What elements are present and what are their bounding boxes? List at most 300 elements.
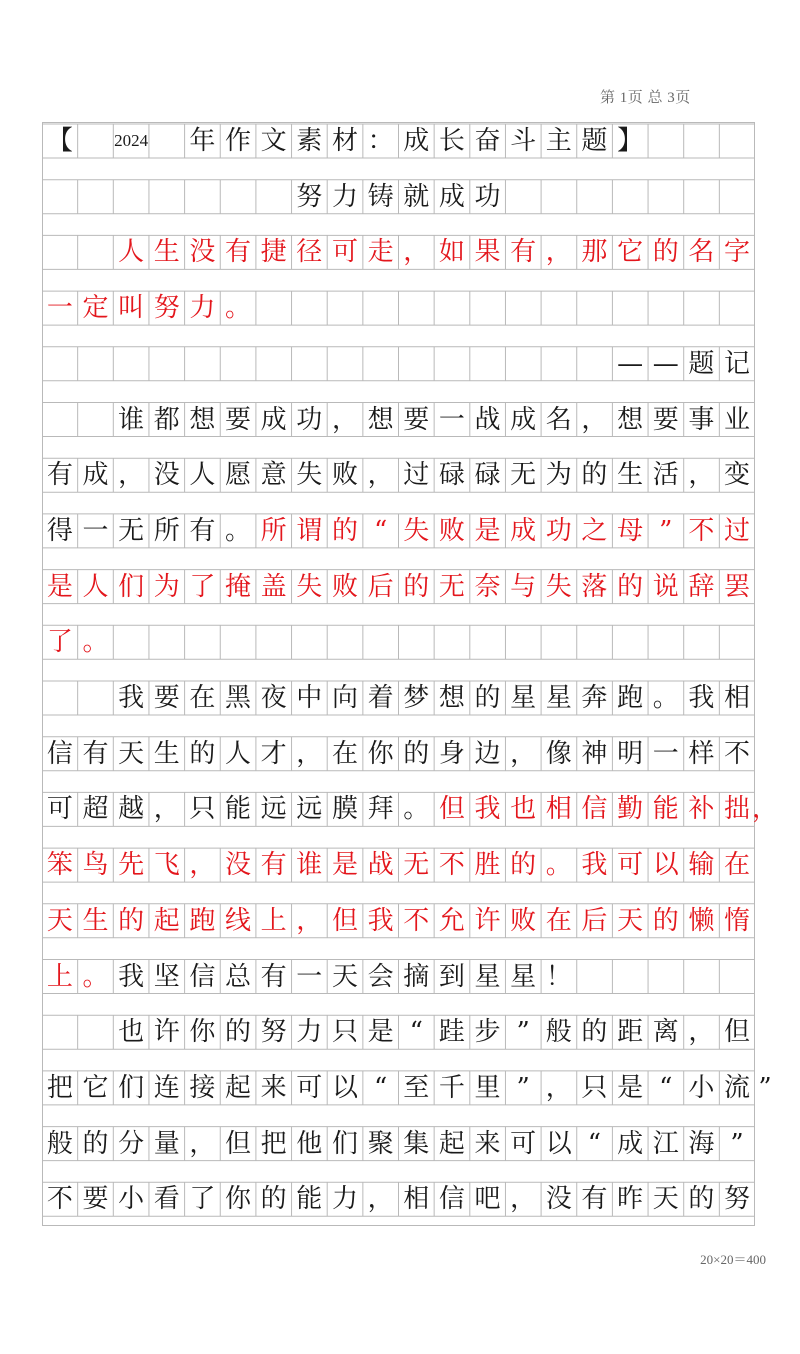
- grid-cell: 是: [331, 850, 358, 881]
- grid-cell: 但: [723, 1017, 750, 1048]
- grid-cell: ，: [688, 460, 715, 491]
- grid-cell: 】: [617, 126, 644, 156]
- grid-cell: 人: [82, 571, 109, 602]
- grid-cell: 身: [438, 738, 465, 769]
- grid-cell: [363, 347, 399, 381]
- grid-cell: 不: [46, 1184, 73, 1215]
- grid-cell: 。: [82, 961, 109, 992]
- grid-cell: 海: [688, 1128, 715, 1159]
- grid-cell: 努: [260, 1017, 287, 1048]
- grid-cell: 跑: [617, 683, 644, 713]
- grid-cell: [78, 180, 114, 214]
- grid-cell: 的: [82, 1128, 109, 1159]
- essay-line: [42, 904, 755, 938]
- grid-cell: 总: [225, 961, 252, 992]
- grid-cell: 把: [46, 1072, 73, 1103]
- grid-cell: 补: [688, 794, 715, 825]
- grid-cell: 成: [617, 1128, 644, 1159]
- grid-cell: [220, 625, 256, 659]
- grid-cell: [648, 625, 684, 659]
- grid-cell: 生: [82, 905, 109, 936]
- grid-cell: [113, 180, 149, 214]
- grid-cell: 有: [510, 237, 537, 268]
- grid-cell: 失: [296, 460, 323, 491]
- essay-line: [42, 625, 755, 659]
- grid-cell: 是: [367, 1017, 394, 1048]
- grid-cell: 功: [474, 181, 501, 212]
- grid-cell: 昨: [617, 1184, 644, 1215]
- grid-cell: ，: [688, 1017, 715, 1048]
- essay-line: [42, 1015, 755, 1049]
- grid-cell: 所: [153, 515, 180, 546]
- grid-cell: 是: [46, 571, 73, 602]
- grid-cell: 功: [545, 515, 572, 546]
- grid-cell: [291, 625, 327, 659]
- grid-cell: 题: [581, 126, 608, 156]
- grid-cell: 能: [296, 1184, 323, 1215]
- grid-cell: 星: [545, 683, 572, 713]
- grid-cell: ”: [516, 1017, 530, 1048]
- grid-lines: [42, 122, 755, 1226]
- grid-cell: 的: [403, 571, 430, 602]
- grid-cell: 才: [260, 738, 287, 769]
- grid-cell: 的: [688, 1184, 715, 1215]
- grid-cell: 的: [474, 683, 501, 713]
- grid-cell: —: [652, 348, 679, 379]
- grid-cell: [470, 625, 506, 659]
- grid-cell: 一: [296, 961, 323, 992]
- essay-line: [42, 681, 755, 715]
- grid-cell: 败: [331, 460, 358, 491]
- grid-cell: 惰: [723, 905, 750, 936]
- grid-cell: [719, 180, 755, 214]
- grid-cell: 集: [403, 1128, 430, 1159]
- grid-cell: 力: [189, 293, 216, 324]
- grid-cell: 的: [403, 738, 430, 769]
- grid-cell: 作: [225, 126, 252, 156]
- grid-cell: [434, 291, 470, 325]
- grid-cell: [541, 291, 577, 325]
- grid-cell: 天: [118, 738, 145, 769]
- grid-cell: ，: [189, 1128, 216, 1159]
- grid-cell: [505, 347, 541, 381]
- grid-cell: 远: [296, 794, 323, 825]
- grid-cell: [684, 124, 720, 158]
- grid-cell: 成: [260, 404, 287, 435]
- grid-cell: [78, 124, 114, 158]
- grid-cell: 坚: [153, 961, 180, 992]
- essay-line: [42, 180, 755, 214]
- grid-cell: 天: [652, 1184, 679, 1215]
- grid-cell: 捷: [260, 237, 287, 268]
- grid-cell: 般: [545, 1017, 572, 1048]
- grid-cell: 有: [581, 1184, 608, 1215]
- grid-cell: 但: [331, 905, 358, 936]
- grid-cell: 没: [225, 850, 252, 881]
- grid-cell: [256, 291, 292, 325]
- grid-cell: 摘: [403, 961, 430, 992]
- grid-cell: 许: [153, 1017, 180, 1048]
- grid-cell: [648, 960, 684, 994]
- grid-cell: 中: [296, 683, 323, 713]
- grid-cell: [577, 291, 613, 325]
- grid-cell: 超: [82, 794, 109, 825]
- grid-cell: 愿: [225, 460, 252, 491]
- grid-cell: 人: [225, 738, 252, 769]
- grid-cell: 离: [652, 1017, 679, 1048]
- grid-cell: 的: [581, 460, 608, 491]
- grid-cell: ，: [581, 404, 608, 435]
- grid-cell: [398, 291, 434, 325]
- grid-cell: 在: [331, 738, 358, 769]
- grid-cell: 有: [189, 515, 216, 546]
- grid-cell: “: [373, 1072, 388, 1103]
- grid-cell: 会: [367, 961, 394, 992]
- grid-cell: [719, 291, 755, 325]
- grid-cell: “: [587, 1128, 602, 1159]
- grid-cell: 了: [189, 1184, 216, 1215]
- grid-cell: 星: [474, 961, 501, 992]
- grid-cell: 越: [118, 794, 145, 825]
- grid-cell: 果: [474, 237, 501, 268]
- grid-cell: [505, 291, 541, 325]
- grid-cell: 。: [403, 794, 430, 825]
- grid-cell: [78, 347, 114, 381]
- grid-cell: [363, 291, 399, 325]
- grid-cell: 叫: [118, 293, 145, 324]
- grid-cell: 了: [189, 571, 216, 602]
- grid-cell: 掩: [225, 571, 252, 602]
- grid-cell: 。: [652, 683, 679, 713]
- grid-cell: 过: [403, 460, 430, 491]
- grid-cell: 成: [82, 460, 109, 491]
- essay-line: [42, 403, 755, 437]
- grid-cell: 跬: [438, 1017, 465, 1048]
- grid-cell: 他: [296, 1128, 323, 1159]
- grid-cell: [327, 347, 363, 381]
- grid-cell: ，: [118, 460, 145, 491]
- grid-size-label: 20×20＝400: [700, 1252, 766, 1267]
- grid-cell: 没: [153, 460, 180, 491]
- grid-cell: 黑: [225, 683, 252, 713]
- grid-cell: 只: [189, 794, 216, 825]
- grid-cell: ，: [545, 237, 572, 268]
- grid-cell: 事: [688, 404, 715, 435]
- grid-cell: 得: [46, 515, 73, 546]
- grid-cell: 里: [474, 1072, 501, 1103]
- grid-cell: 要: [225, 404, 252, 435]
- grid-cell: 人: [189, 460, 216, 491]
- grid-cell: 小: [118, 1184, 145, 1215]
- grid-cell: [291, 347, 327, 381]
- grid-cell: 在: [545, 905, 572, 936]
- grid-cell: 名: [545, 404, 572, 435]
- grid-cell: 能: [225, 794, 252, 825]
- grid-cell: [291, 291, 327, 325]
- grid-cell: [256, 625, 292, 659]
- grid-cell: 努: [723, 1184, 750, 1215]
- grid-cell: 星: [510, 961, 537, 992]
- grid-cell: 成: [438, 181, 465, 212]
- grid-cell: 上: [46, 961, 73, 992]
- grid-cell: 流: [723, 1072, 750, 1103]
- grid-cell: [185, 180, 221, 214]
- grid-cell: 人: [118, 237, 145, 268]
- grid-cell: 一: [438, 404, 465, 435]
- grid-cell: 失: [296, 571, 323, 602]
- grid-cell: 败: [510, 905, 537, 936]
- grid-cell: 战: [474, 404, 501, 435]
- grid-cell: 不: [688, 515, 715, 546]
- grid-cell: ：: [367, 126, 394, 156]
- grid-cell: [577, 960, 613, 994]
- grid-cell: 定: [82, 293, 109, 324]
- grid-cell: 可: [46, 794, 73, 825]
- essay-line: [42, 792, 779, 826]
- grid-cell: 我: [581, 850, 608, 881]
- essay-line: [42, 960, 755, 994]
- grid-cell: 接: [189, 1072, 216, 1103]
- grid-cell: 无: [118, 515, 145, 546]
- grid-cell: 后: [581, 905, 608, 936]
- essay-line: [42, 235, 755, 269]
- grid-cell: 努: [296, 181, 323, 212]
- grid-cell: 许: [474, 905, 501, 936]
- grid-cell: 碌: [438, 460, 465, 491]
- grid-cell: 拜: [367, 794, 394, 825]
- grid-cell: 的: [331, 515, 358, 546]
- grid-cell: ，: [367, 460, 394, 491]
- grid-cell: 以: [545, 1128, 572, 1159]
- grid-cell: 的: [225, 1017, 252, 1048]
- grid-cell: 勤: [617, 794, 644, 825]
- grid-cell: 走: [367, 237, 394, 268]
- grid-cell: 来: [474, 1128, 501, 1159]
- grid-cell: 败: [331, 571, 358, 602]
- grid-cell: [42, 180, 78, 214]
- grid-cell: 天: [617, 905, 644, 936]
- grid-cell: [434, 347, 470, 381]
- grid-cell: 的: [617, 571, 644, 602]
- grid-cell: 战: [367, 850, 394, 881]
- grid-cell: 明: [617, 738, 644, 769]
- grid-cell: 一: [82, 515, 109, 546]
- essay-line: [42, 458, 755, 492]
- grid-cell: [78, 235, 114, 269]
- grid-cell: 没: [189, 237, 216, 268]
- grid-cell: 。: [225, 293, 252, 324]
- grid-cell: 题: [688, 348, 715, 379]
- grid-cell: 有: [46, 460, 73, 491]
- grid-cell: 有: [260, 850, 287, 881]
- grid-cell: 信: [438, 1184, 465, 1215]
- grid-cell: 信: [189, 961, 216, 992]
- grid-cell: ，: [403, 237, 430, 268]
- grid-cell: 母: [617, 515, 644, 546]
- grid-cell: [78, 681, 114, 715]
- grid-cell: 没: [545, 1184, 572, 1215]
- grid-cell: 天: [331, 961, 358, 992]
- grid-cell: 有: [225, 237, 252, 268]
- essay-line: [42, 570, 755, 604]
- grid-cell: 名: [688, 237, 715, 268]
- grid-cell: 败: [438, 515, 465, 546]
- grid-cell: [185, 625, 221, 659]
- grid-cell: 你: [367, 738, 394, 769]
- grid-cell: 的: [510, 850, 537, 881]
- grid-cell: 辞: [688, 571, 715, 602]
- grid-cell: “: [373, 515, 388, 546]
- grid-cell: 说: [652, 571, 679, 602]
- grid-cell: 铸: [367, 181, 394, 212]
- grid-cell: 的: [189, 738, 216, 769]
- essay-line: [42, 1182, 755, 1216]
- grid-cell: 无: [403, 850, 430, 881]
- grid-cell: [256, 180, 292, 214]
- grid-cell: 我: [688, 683, 715, 713]
- grid-cell: 字: [723, 237, 750, 268]
- grid-cell: 材: [331, 126, 358, 156]
- grid-cell: 胜: [474, 850, 501, 881]
- grid-cell: 我: [118, 683, 145, 713]
- grid-cell: 着: [367, 683, 394, 713]
- grid-cell: [684, 291, 720, 325]
- grid-cell: [612, 291, 648, 325]
- grid-cell: 它: [82, 1072, 109, 1103]
- grid-cell: [470, 347, 506, 381]
- grid-cell: 江: [652, 1128, 679, 1159]
- grid-cell: 的: [652, 905, 679, 936]
- grid-cell: [719, 625, 755, 659]
- essay-line: [42, 1127, 755, 1161]
- grid-cell: 谓: [296, 515, 323, 546]
- grid-cell: 至: [403, 1072, 430, 1103]
- grid-cell: 以: [652, 850, 679, 881]
- grid-cell: [719, 960, 755, 994]
- grid-cell: 想: [438, 683, 465, 713]
- grid-cell: [398, 625, 434, 659]
- grid-cell: 步: [474, 1017, 501, 1048]
- grid-cell: 有: [82, 738, 109, 769]
- grid-cell: 不: [438, 850, 465, 881]
- grid-cell: 连: [153, 1072, 180, 1103]
- grid-cell: 量: [153, 1128, 180, 1159]
- grid-cell: 远: [260, 794, 287, 825]
- grid-cell: [113, 347, 149, 381]
- grid-cell: [220, 180, 256, 214]
- grid-cell: 可: [331, 237, 358, 268]
- grid-cell: 起: [225, 1072, 252, 1103]
- grid-cell: 在: [723, 850, 750, 881]
- grid-cell: 神: [581, 738, 608, 769]
- grid-cell: 般: [46, 1128, 73, 1159]
- grid-cell: 记: [723, 348, 750, 379]
- grid-cell: [684, 180, 720, 214]
- grid-cell: 无: [510, 460, 537, 491]
- grid-cell: 线: [225, 905, 252, 936]
- grid-cell: 们: [118, 1072, 145, 1103]
- grid-cell: [42, 403, 78, 437]
- grid-cell: 拙: [723, 794, 750, 825]
- grid-cell: [719, 124, 755, 158]
- grid-cell: [648, 291, 684, 325]
- grid-cell: 先: [118, 850, 145, 881]
- grid-cell: 可: [510, 1128, 537, 1159]
- grid-cell: 距: [617, 1017, 644, 1048]
- grid-cell: 要: [652, 404, 679, 435]
- grid-cell: 的: [118, 905, 145, 936]
- grid-cell: 就: [403, 181, 430, 212]
- grid-cell: [648, 180, 684, 214]
- grid-cell: 文: [260, 126, 287, 156]
- grid-cell: 如: [438, 237, 465, 268]
- grid-cell: 起: [438, 1128, 465, 1159]
- grid-cell: 梦: [403, 683, 430, 713]
- grid-cell: [470, 291, 506, 325]
- grid-cell: 2024: [114, 131, 149, 150]
- grid-cell: 那: [581, 237, 608, 268]
- grid-cell: 落: [581, 571, 608, 602]
- grid-cell: 来: [260, 1072, 287, 1103]
- grid-cell: [149, 625, 185, 659]
- essay-line: [42, 347, 755, 381]
- grid-cell: 样: [688, 738, 715, 769]
- grid-cell: 我: [474, 794, 501, 825]
- grid-cell: 年: [189, 126, 216, 156]
- grid-cell: 信: [46, 738, 73, 769]
- grid-cell: 能: [652, 794, 679, 825]
- grid-cell: “: [409, 1017, 423, 1048]
- grid-cell: 想: [367, 404, 394, 435]
- grid-cell: ，: [331, 404, 358, 435]
- grid-cell: ”: [516, 1072, 530, 1103]
- grid-cell: 边: [474, 738, 501, 769]
- grid-cell: 后: [367, 571, 394, 602]
- grid-cell: [577, 347, 613, 381]
- grid-cell: [612, 180, 648, 214]
- grid-cell: 之: [581, 515, 608, 546]
- grid-cell: 径: [296, 237, 323, 268]
- grid-cell: 意: [260, 460, 287, 491]
- grid-cell: 。: [225, 515, 252, 546]
- grid-cell: 想: [617, 404, 644, 435]
- grid-cell: 的: [260, 1184, 287, 1215]
- grid-cell: [398, 347, 434, 381]
- grid-cell: 千: [438, 1072, 465, 1103]
- essay-line: [42, 737, 755, 771]
- grid-cell: 输: [688, 850, 715, 881]
- grid-cell: ，: [545, 1072, 572, 1103]
- grid-cell: 。: [545, 850, 572, 881]
- grid-cell: [78, 1015, 114, 1049]
- grid-cell: 起: [153, 905, 180, 936]
- grid-cell: 是: [474, 515, 501, 546]
- grid-cell: [220, 347, 256, 381]
- grid-cell: 有: [260, 961, 287, 992]
- grid-cell: 成: [510, 515, 537, 546]
- grid-cell: ，: [510, 1184, 537, 1215]
- grid-cell: 跑: [189, 905, 216, 936]
- grid-cell: 上: [260, 905, 287, 936]
- grid-cell: 失: [545, 571, 572, 602]
- grid-cell: 鸟: [82, 850, 109, 881]
- grid-cell: 允: [438, 905, 465, 936]
- grid-cell: 也: [510, 794, 537, 825]
- grid-cell: 我: [118, 961, 145, 992]
- grid-cell: [612, 960, 648, 994]
- grid-cell: 奋: [474, 126, 501, 156]
- grid-cell: [256, 347, 292, 381]
